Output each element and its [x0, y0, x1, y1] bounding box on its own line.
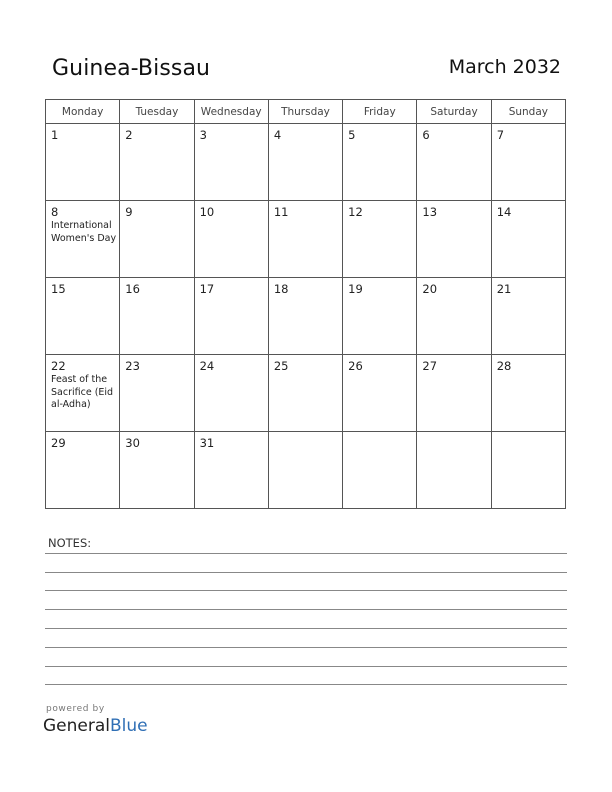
calendar-grid	[45, 99, 566, 509]
weekday-header: Wednesday	[194, 100, 268, 124]
day-number: 11	[273, 205, 289, 219]
notes-line	[45, 609, 567, 610]
notes-line	[45, 590, 567, 591]
day-cell	[268, 124, 342, 201]
day-cell	[120, 355, 194, 432]
day-cell	[194, 355, 268, 432]
notes-line	[45, 684, 567, 685]
day-number: 20	[422, 282, 438, 296]
weekday-header: Friday	[343, 100, 417, 124]
day-number	[269, 432, 342, 436]
country-title: Guinea-Bissau	[52, 56, 211, 81]
day-number: 15	[51, 282, 66, 296]
day-number: 27	[422, 359, 438, 373]
day-number: 24	[199, 359, 215, 373]
day-cell	[194, 201, 268, 278]
weekday-header-row	[46, 100, 566, 124]
day-cell	[491, 355, 565, 432]
weekday-header: Thursday	[268, 100, 342, 124]
day-cell	[268, 355, 342, 432]
brand-blue: Blue	[110, 716, 148, 736]
day-cell	[343, 278, 417, 355]
day-cell	[268, 432, 342, 509]
week-row	[46, 124, 566, 201]
week-row	[46, 355, 566, 432]
day-number: 7	[496, 128, 505, 142]
notes-line	[45, 572, 567, 573]
day-number: 31	[199, 436, 215, 450]
day-cell	[491, 124, 565, 201]
notes-line	[45, 666, 567, 667]
weekday-header: Saturday	[417, 100, 491, 124]
week-row	[46, 201, 566, 278]
day-number	[492, 432, 565, 436]
holiday-label: Feast of the Sacrifice (Eid al-Adha)	[51, 374, 114, 410]
day-number: 3	[199, 128, 207, 142]
weekday-header: Tuesday	[120, 100, 194, 124]
day-cell	[120, 201, 194, 278]
day-cell	[491, 201, 565, 278]
day-cell	[194, 124, 268, 201]
day-cell	[343, 432, 417, 509]
notes-line	[45, 553, 567, 554]
day-number: 5	[348, 128, 356, 142]
day-cell	[343, 355, 417, 432]
day-number: 29	[51, 436, 66, 450]
day-number	[343, 432, 416, 436]
day-number: 9	[125, 205, 133, 219]
day-cell	[417, 355, 491, 432]
day-cell	[268, 278, 342, 355]
day-cell	[491, 278, 565, 355]
day-cell	[194, 432, 268, 509]
day-number: 18	[273, 282, 289, 296]
day-cell	[268, 201, 342, 278]
day-number: 2	[125, 128, 133, 142]
day-cell	[46, 278, 120, 355]
day-number: 8	[51, 205, 59, 219]
holiday-label: International Women's Day	[51, 220, 117, 244]
day-number: 23	[125, 359, 140, 373]
day-number: 4	[273, 128, 282, 142]
day-cell	[343, 201, 417, 278]
day-number: 1	[51, 128, 59, 142]
day-cell	[417, 278, 491, 355]
day-cell	[491, 432, 565, 509]
day-cell	[46, 201, 120, 278]
day-cell	[194, 278, 268, 355]
day-cell	[120, 278, 194, 355]
day-number: 10	[199, 205, 215, 219]
day-number: 25	[273, 359, 289, 373]
week-row	[46, 432, 566, 509]
powered-by-text: powered by	[46, 704, 105, 714]
day-number: 6	[422, 128, 430, 142]
day-cell	[120, 432, 194, 509]
weekday-header: Sunday	[491, 100, 565, 124]
day-number: 26	[348, 359, 363, 373]
notes-label: NOTES:	[48, 536, 92, 550]
day-cell	[120, 124, 194, 201]
day-number: 17	[199, 282, 215, 296]
day-number	[417, 432, 490, 436]
day-cell	[417, 432, 491, 509]
day-number: 21	[496, 282, 512, 296]
day-cell	[417, 124, 491, 201]
day-cell	[46, 432, 120, 509]
generalblue-logo	[43, 716, 148, 736]
day-number: 13	[422, 205, 438, 219]
day-number: 28	[496, 359, 512, 373]
day-number: 14	[496, 205, 512, 219]
brand-general: General	[43, 716, 110, 736]
weekday-header: Monday	[46, 100, 120, 124]
day-cell	[46, 124, 120, 201]
day-number: 19	[348, 282, 363, 296]
notes-line	[45, 628, 567, 629]
day-cell	[417, 201, 491, 278]
notes-line	[45, 647, 567, 648]
day-number: 30	[125, 436, 140, 450]
day-number: 12	[348, 205, 363, 219]
day-cell	[343, 124, 417, 201]
day-cell	[46, 355, 120, 432]
day-number: 22	[51, 359, 66, 373]
month-title: March 2032	[448, 56, 561, 78]
day-number: 16	[125, 282, 140, 296]
week-row	[46, 278, 566, 355]
